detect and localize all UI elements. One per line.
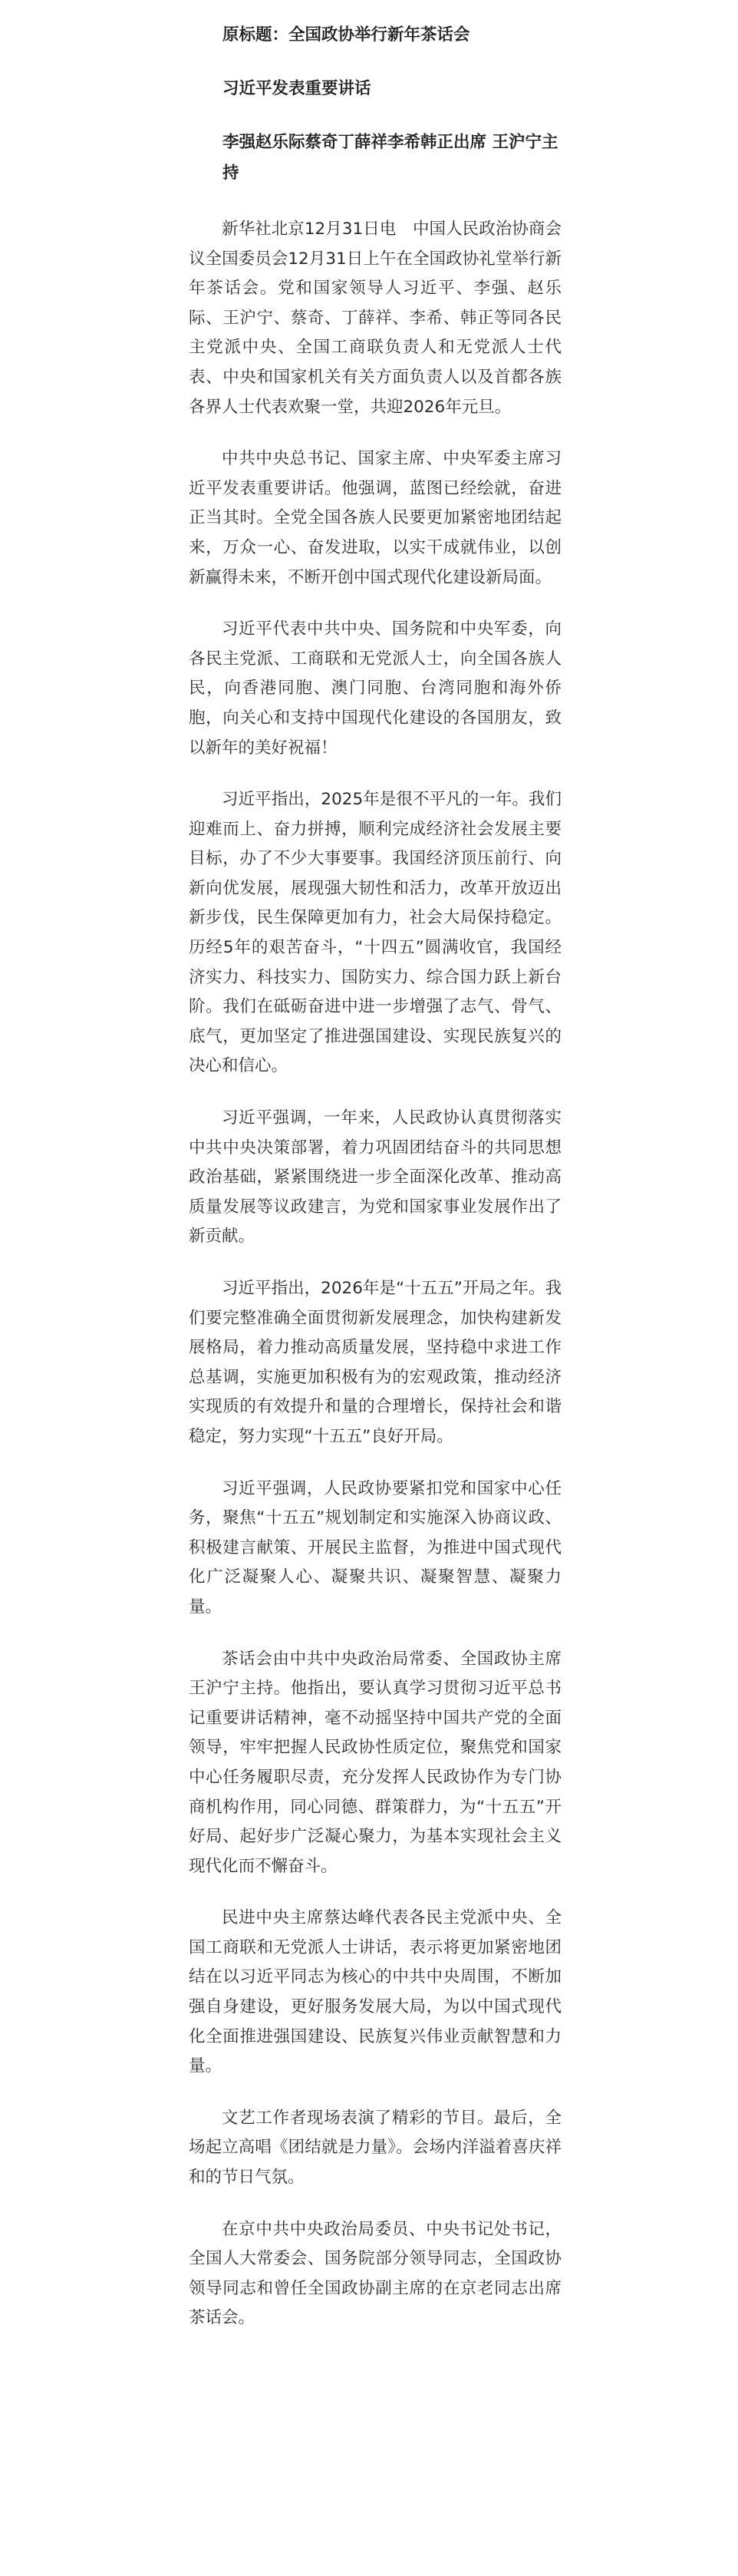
paragraph-attendance: 在京中共中央政治局委员、中央书记处书记，全国人大常委会、国务院部分领导同志，全国政协领导同志和曾任全国政协副主席的在京老同志出席茶话会。: [189, 2219, 562, 2328]
paragraph-cppcc-work: 习近平强调，一年来，人民政协认真贯彻落实中共中央决策部署，着力巩固团结奋斗的共同思想政治基础，紧紧围绕进一步全面深化改革、推动高质量发展等议政建言，为党和国家事业发展作出了新贡献。: [189, 1108, 562, 1247]
paragraph-greetings: 习近平代表中共中央、国务院和中央军委，向各民主党派、工商联和无党派人士，向全国各族人民，向香港同胞、澳门同胞、台湾同胞和海外侨胞，向关心和支持中国现代化建设的各国朋友，致以新年的美好祝福！: [189, 619, 562, 758]
paragraph-performance: 文艺工作者现场表演了精彩的节目。最后，全场起立高唱《团结就是力量》。会场内洋溢着喜庆祥和的节日气氛。: [189, 2108, 562, 2188]
article-body: [0, 215, 738, 2333]
paragraph-cppcc-tasks: 习近平强调，人民政协要紧扣党和国家中心任务，聚焦“十五五”规划制定和实施深入协商议政、积极建言献策、开展民主监督，为推进中国式现代化广泛凝聚人心、凝聚共识、凝聚智慧、凝聚力量。: [189, 1478, 562, 1617]
original-title: 原标题：全国政协举行新年茶话会: [222, 25, 470, 45]
attendees-heading: 李强赵乐际蔡奇丁薛祥李希韩正出席 王沪宁主持: [222, 133, 558, 183]
subtitle: 习近平发表重要讲话: [222, 79, 371, 98]
paragraph-2025-review: 习近平指出，2025年是很不平凡的一年。我们迎难而上、奋力拼搏，顺利完成经济社会发展主要目标，办了不少大事要事。我国经济顶压前行、向新向优发展，展现强大韧性和活力，改革开放迈出新步伐，民生保障更加有力，社会大局保持稳定。历经5年的艰苦奋斗，“十四五”圆满收官，我国经济实力、科技实力、国防实力、综合国力跃上新台阶。我们在砥砺奋进中进一步增强了志气、骨气、底气，更加坚定了推进强国建设、实现民族复兴的决心和信心。: [189, 790, 562, 1076]
paragraph-dateline: 新华社北京12月31日电 中国人民政治协商会议全国委员会12月31日上午在全国政协礼堂举行新年茶话会。党和国家领导人习近平、李强、赵乐际、王沪宁、蔡奇、丁薛祥、李希、韩正等同各民主党派中央、全国工商联负责人和无党派人士代表、中央和国家机关有关方面负责人以及首都各族各界人士代表欢聚一堂，共迎2026年元旦。: [189, 220, 562, 417]
paragraph-speech: 中共中央总书记、国家主席、中央军委主席习近平发表重要讲话。他强调，蓝图已经绘就，奋进正当其时。全党全国各族人民要更加紧密地团结起来，万众一心、奋发进取，以实干成就伟业，以创新赢得未来，不断开创中国式现代化建设新局面。: [189, 449, 562, 587]
paragraph-host-remarks: 茶话会由中共中央政治局常委、全国政协主席王沪宁主持。他指出，要认真学习贯彻习近平总书记重要讲话精神，毫不动摇坚持中国共产党的全面领导，牢牢把握人民政协性质定位，聚焦党和国家中心任务履职尽责，充分发挥人民政协作为专门协商机构作用，同心同德、群策群力，为“十五五”开好局、起好步广泛凝心聚力，为基本实现社会主义现代化而不懈奋斗。: [189, 1649, 562, 1876]
paragraph-party-speech: 民进中央主席蔡达峰代表各民主党派中央、全国工商联和无党派人士讲话，表示将更加紧密地团结在以习近平同志为核心的中共中央周围，不断加强自身建设，更好服务发展大局，为以中国式现代化全面推进强国建设、民族复兴伟业贡献智慧和力量。: [189, 1908, 562, 2076]
paragraph-2026-outlook: 习近平指出，2026年是“十五五”开局之年。我们要完整准确全面贯彻新发展理念，加快构建新发展格局，着力推动高质量发展，坚持稳中求进工作总基调，实施更加积极有为的宏观政策，推动经济实现质的有效提升和量的合理增长，保持社会和谐稳定，努力实现“十五五”良好开局。: [189, 1279, 562, 1446]
